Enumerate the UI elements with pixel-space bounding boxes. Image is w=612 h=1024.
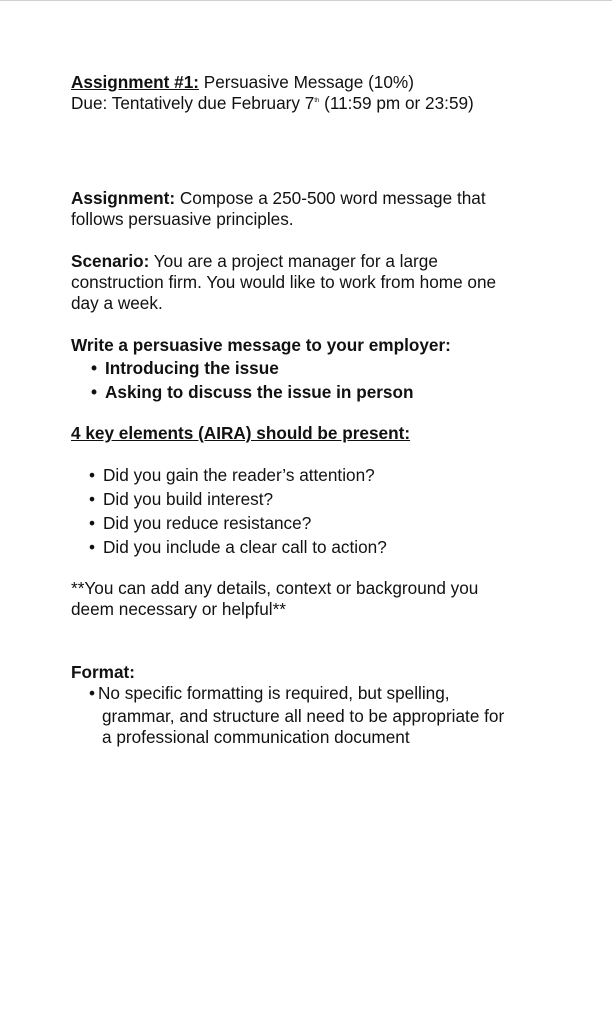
list-item bbox=[89, 463, 591, 487]
note-line-1: **You can add any details, context or background you bbox=[71, 578, 479, 598]
assignment-section bbox=[71, 188, 591, 230]
list-item bbox=[89, 535, 591, 559]
format-item bbox=[98, 683, 532, 748]
assignment-title: Persuasive Message (10%) bbox=[203, 72, 414, 92]
aira-list bbox=[89, 463, 591, 559]
format-line-2: grammar, and structure all need to be appropriate for bbox=[102, 706, 505, 726]
scenario-line-1 bbox=[71, 251, 591, 272]
bullet-icon: • bbox=[91, 381, 98, 402]
format-section bbox=[71, 662, 591, 748]
list-item bbox=[91, 380, 591, 404]
aira-section bbox=[71, 423, 591, 559]
scenario-label: Scenario: bbox=[71, 251, 150, 271]
format-heading: Format: bbox=[71, 662, 135, 682]
aira-heading: 4 key elements (AIRA) should be present: bbox=[71, 423, 411, 443]
format-line-3: a professional communication document bbox=[102, 727, 410, 747]
document-page bbox=[71, 72, 591, 748]
assignment-number-label: Assignment #1: bbox=[71, 72, 199, 92]
scenario-line-3: day a week. bbox=[71, 293, 163, 313]
note-section bbox=[71, 578, 591, 620]
bullet-icon: • bbox=[91, 357, 98, 378]
list-item bbox=[91, 356, 591, 380]
list-item-text: Asking to discuss the issue in person bbox=[105, 381, 414, 402]
scenario-line-2: construction firm. You would like to work from home one bbox=[71, 272, 497, 292]
bullet-icon: • bbox=[89, 683, 96, 703]
list-item-text: Did you build interest? bbox=[103, 488, 274, 509]
due-date-suffix: (11:59 pm or 23:59) bbox=[324, 93, 474, 113]
requirements-list bbox=[91, 356, 591, 404]
list-item-text: Did you reduce resistance? bbox=[103, 512, 312, 533]
list-item bbox=[89, 487, 591, 511]
assignment-line-2: follows persuasive principles. bbox=[71, 209, 294, 229]
note-line-2: deem necessary or helpful** bbox=[71, 599, 286, 619]
scenario-section bbox=[71, 251, 591, 314]
bullet-icon: • bbox=[89, 512, 96, 533]
list-item-text: Did you include a clear call to action? bbox=[103, 536, 387, 557]
assignment-line-1 bbox=[71, 188, 591, 209]
list-item-text: Did you gain the reader’s attention? bbox=[103, 464, 375, 485]
assignment-label: Assignment: bbox=[71, 188, 176, 208]
requirements-section bbox=[71, 335, 591, 404]
format-list bbox=[89, 683, 591, 748]
format-line-1: No specific formatting is required, but spelling, bbox=[98, 683, 450, 703]
list-item bbox=[89, 511, 591, 535]
bullet-icon: • bbox=[89, 488, 96, 509]
top-border bbox=[0, 0, 612, 1]
assignment-title-line bbox=[71, 72, 591, 93]
due-date-superscript: th bbox=[314, 98, 320, 104]
list-item-text: Introducing the issue bbox=[105, 357, 279, 378]
requirements-heading: Write a persuasive message to your employer: bbox=[71, 335, 451, 355]
bullet-icon: • bbox=[89, 464, 96, 485]
assignment-text-1: Compose a 250-500 word message that bbox=[179, 188, 486, 208]
scenario-text-1: You are a project manager for a large bbox=[153, 251, 438, 271]
due-date-prefix: Due: Tentatively due February 7 bbox=[71, 93, 315, 113]
due-date-line bbox=[71, 93, 591, 114]
bullet-icon: • bbox=[89, 536, 96, 557]
